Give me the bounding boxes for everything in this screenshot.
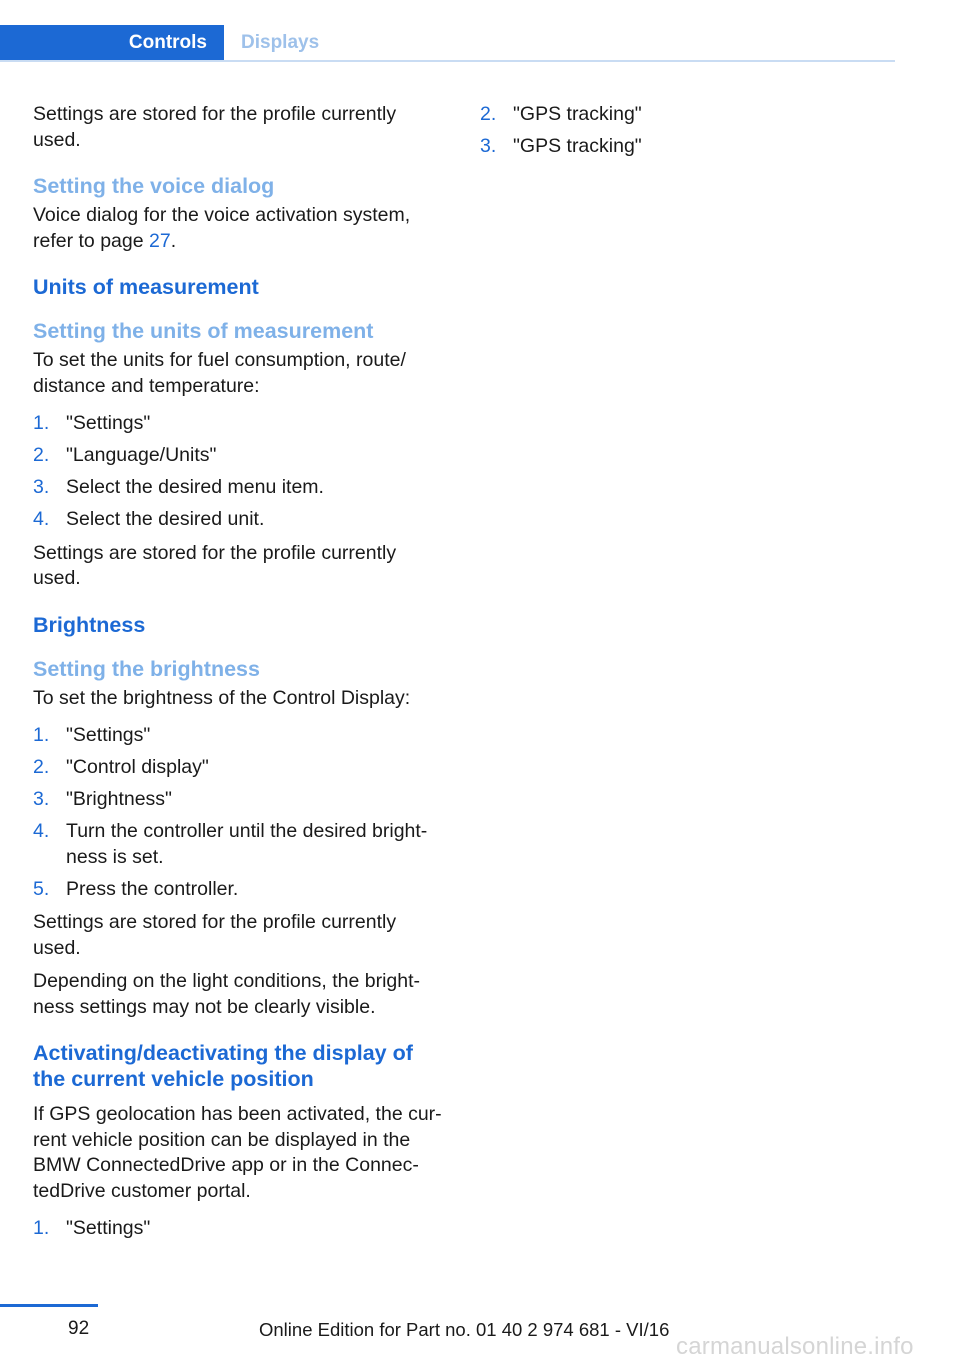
units-heading: Units of measurement [33, 275, 259, 299]
step-text: "Settings" [66, 724, 151, 746]
vehicle-position-heading: Activating/deactivating the display of the current vehicle position [33, 1041, 413, 1091]
page-header [0, 25, 895, 62]
tab-displays[interactable]: Displays [241, 31, 320, 53]
voice-dialog-heading: Setting the voice dialog [33, 174, 275, 198]
step-number: 2. [33, 756, 50, 778]
list-item [33, 411, 449, 437]
step-text: Select the desired unit. [66, 508, 265, 530]
list-item [33, 877, 449, 903]
page-number: 92 [68, 1318, 90, 1339]
list-item [33, 507, 449, 533]
list-item [33, 475, 449, 501]
step-number: 1. [33, 1217, 50, 1239]
step-number: 2. [33, 444, 50, 466]
step-number: 3. [33, 788, 50, 810]
list-item [480, 134, 896, 160]
edition-text: Online Edition for Part no. 01 40 2 974 681 - VI/16 [259, 1319, 670, 1340]
units-subheading: Setting the units of measurement [33, 319, 374, 343]
footer-divider [0, 1304, 98, 1307]
page-ref-link[interactable]: 27 [149, 229, 171, 252]
list-item [33, 819, 449, 870]
step-number: 1. [33, 724, 50, 746]
brightness-heading: Brightness [33, 612, 146, 637]
list-item [33, 443, 449, 469]
step-number: 2. [480, 103, 497, 125]
tab-controls[interactable]: Controls [0, 25, 224, 60]
vehicle-position-text: If GPS geolocation has been activated, the cur‐ rent vehicle position can be displayed in the BMW ConnectedDrive app or in the Connec‐ tedDrive customer portal. [33, 1103, 442, 1202]
brightness-text: To set the brightness of the Control Display: [33, 686, 411, 709]
step-number: 3. [480, 135, 497, 157]
step-text: "Control display" [66, 756, 209, 778]
step-text: "Settings" [66, 1217, 151, 1239]
step-text: "GPS tracking" [513, 103, 642, 125]
watermark: carmanualsonline.info [676, 1333, 914, 1360]
step-number: 4. [33, 820, 50, 842]
voice-dialog-text [33, 203, 449, 254]
list-item [33, 723, 449, 749]
brightness-subheading: Setting the brightness [33, 656, 260, 681]
step-text: "Brightness" [66, 788, 172, 810]
vehicle-position-steps [33, 1216, 449, 1242]
header-divider [0, 60, 895, 62]
step-text: Turn the controller until the desired bright‐ ness is set. [66, 820, 428, 868]
step-text: "Language/Units" [66, 444, 217, 466]
units-steps [33, 411, 449, 533]
voice-dialog-text-prefix: Voice dialog for the voice activation system, refer to page [33, 204, 411, 252]
brightness-note-2: Depending on the light conditions, the bright‐ ness settings may not be clearly visible. [33, 970, 421, 1018]
step-text: Select the desired menu item. [66, 476, 324, 498]
list-item [33, 787, 449, 813]
list-item [33, 755, 449, 781]
step-number: 4. [33, 508, 50, 530]
step-text: "GPS tracking" [513, 135, 642, 157]
intro-paragraph: Settings are stored for the profile currently used. [33, 103, 397, 151]
units-text: To set the units for fuel consumption, route/ distance and temperature: [33, 349, 406, 397]
left-column [33, 102, 449, 1250]
list-item [480, 102, 896, 128]
vehicle-position-steps-continued [480, 102, 896, 160]
list-item [33, 1216, 449, 1242]
step-number: 3. [33, 476, 50, 498]
brightness-note-1: Settings are stored for the profile currently used. [33, 911, 397, 959]
units-note: Settings are stored for the profile currently used. [33, 541, 397, 589]
step-number: 5. [33, 877, 50, 900]
voice-dialog-text-suffix: . [170, 229, 177, 252]
step-text: "Settings" [66, 412, 151, 434]
brightness-steps [33, 723, 449, 902]
right-column [480, 102, 896, 168]
step-number: 1. [33, 412, 50, 434]
step-text: Press the controller. [66, 877, 239, 900]
